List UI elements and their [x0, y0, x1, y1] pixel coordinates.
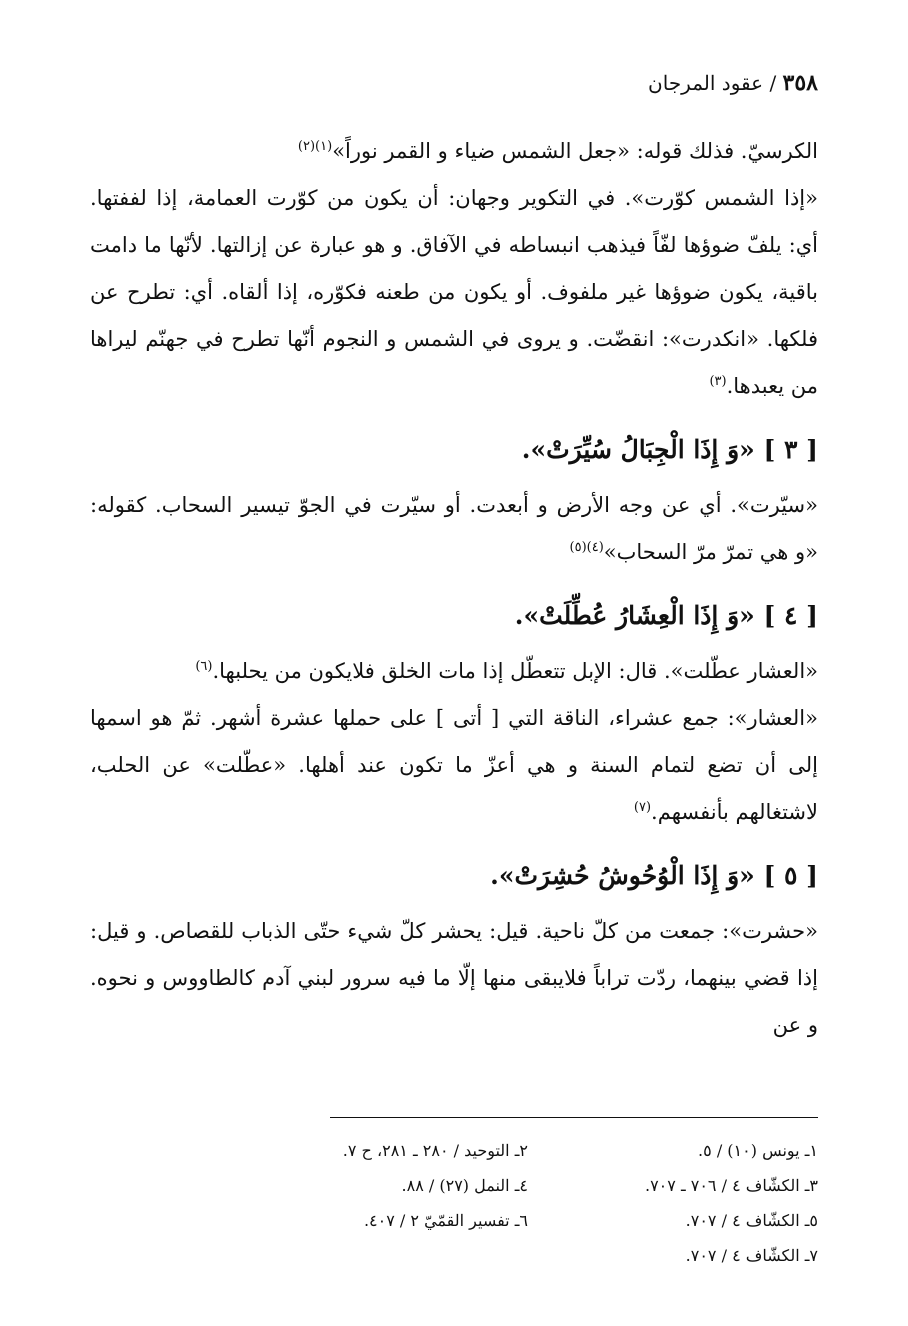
paragraph-5-text: «العشار»: جمع عشراء، الناقة التي [ أتى ] على حملها عشرة أشهر. ثمّ هو اسمها إلى أن تضع لتمام السنة و هي أعزّ ما تكون عند أهلها. «عطّلت» عن الحلب، لاشتغالهم بأنفسهم.	[90, 706, 818, 824]
paragraph-6-text: «حشرت»: جمعت من كلّ ناحية. قيل: يحشر كلّ شيء حتّى الذباب للقصاص. و قيل: إذا قضي بينهما، ردّت تراباً فلايبقى منها إلّا ما فيه سرور لبني آدم كالطاووس و نحوه. و عن	[90, 919, 818, 1037]
paragraph-3-text: «سيّرت». أي عن وجه الأرض و أبعدت. أو سيّرت في الجوّ تيسير السحاب. كقوله: «و هي تمرّ مرّ السحاب»	[90, 493, 819, 564]
footnote-ref: (٧)	[633, 800, 652, 815]
footnote-row	[238, 1203, 818, 1238]
paragraph-2-text: «إذا الشمس كوّرت». في التكوير وجهان: أن يكون من كوّرت العمامة، إذا لففتها. أي: يلفّ ضوؤها لفّاً فيذهب انبساطه في الآفاق. و هو عبارة عن إزالتها. لأنّها ما دامت باقية، يكون ضوؤها غير ملفوف. أو يكون من طعنه فكوّره، إذا ألقاه. أي: تطرح عن فلكها. «انكدرت»: انقضّت. و يروى في الشمس و النجوم أنّها تطرح في جهنّم ليراها من يعبدها.	[90, 186, 818, 398]
verse-heading-5: [ ٥ ] «وَ إِذَا الْوُحُوشُ حُشِرَتْ».	[490, 861, 818, 890]
page-header	[648, 70, 818, 96]
header-separator: /	[769, 71, 777, 95]
page-number: ٣٥٨	[782, 70, 818, 96]
footnote-5: ٥ـ الكشّاف ٤ / ٧٠٧.	[685, 1211, 818, 1230]
footnote-row	[238, 1133, 818, 1168]
footnote-6: ٦ـ تفسير القمّيّ ٢ / ٤٠٧.	[363, 1211, 528, 1230]
verse-heading-4: [ ٤ ] «وَ إِذَا الْعِشَارُ عُطِّلَتْ».	[514, 601, 818, 630]
footnote-7: ٧ـ الكشّاف ٤ / ٧٠٧.	[685, 1246, 818, 1265]
verse-heading-3: [ ٣ ] «وَ إِذَا الْجِبَالُ سُيِّرَتْ».	[521, 435, 818, 464]
footnote-row	[238, 1168, 818, 1203]
paragraph-3	[90, 482, 818, 576]
footnote-4: ٤ـ النمل (٢٧) / ٨٨.	[401, 1176, 528, 1195]
main-text	[90, 128, 818, 1049]
book-title: عقود المرجان	[648, 71, 764, 95]
footnote-2: ٢ـ التوحيد / ٢٨٠ ـ ٢٨١، ح ٧.	[342, 1141, 528, 1160]
footnote-3: ٣ـ الكشّاف ٤ / ٧٠٦ ـ ٧٠٧.	[644, 1176, 818, 1195]
footnote-ref: (٤)(٥)	[569, 540, 604, 555]
footnote-ref: (١)(٢)	[297, 139, 333, 154]
paragraph-6	[90, 908, 818, 1049]
paragraph-4	[90, 648, 818, 695]
footnote-ref: (٣)	[709, 374, 727, 389]
footnote-ref: (٦)	[195, 659, 213, 674]
paragraph-1	[90, 128, 818, 175]
footnote-1: ١ـ يونس (١٠) / ٥.	[698, 1141, 818, 1160]
paragraph-4-text: «العشار عطّلت». قال: الإبل تتعطّل إذا مات الخلق فلايكون من يحلبها.	[212, 659, 818, 683]
footnotes	[238, 1133, 818, 1273]
paragraph-1-text: الكرسيّ. فذلك قوله: «جعل الشمس ضياء و القمر نوراً»	[332, 139, 818, 163]
footnote-divider	[330, 1117, 818, 1118]
footnote-row	[238, 1238, 818, 1273]
paragraph-2	[90, 175, 818, 410]
paragraph-5	[90, 695, 818, 836]
